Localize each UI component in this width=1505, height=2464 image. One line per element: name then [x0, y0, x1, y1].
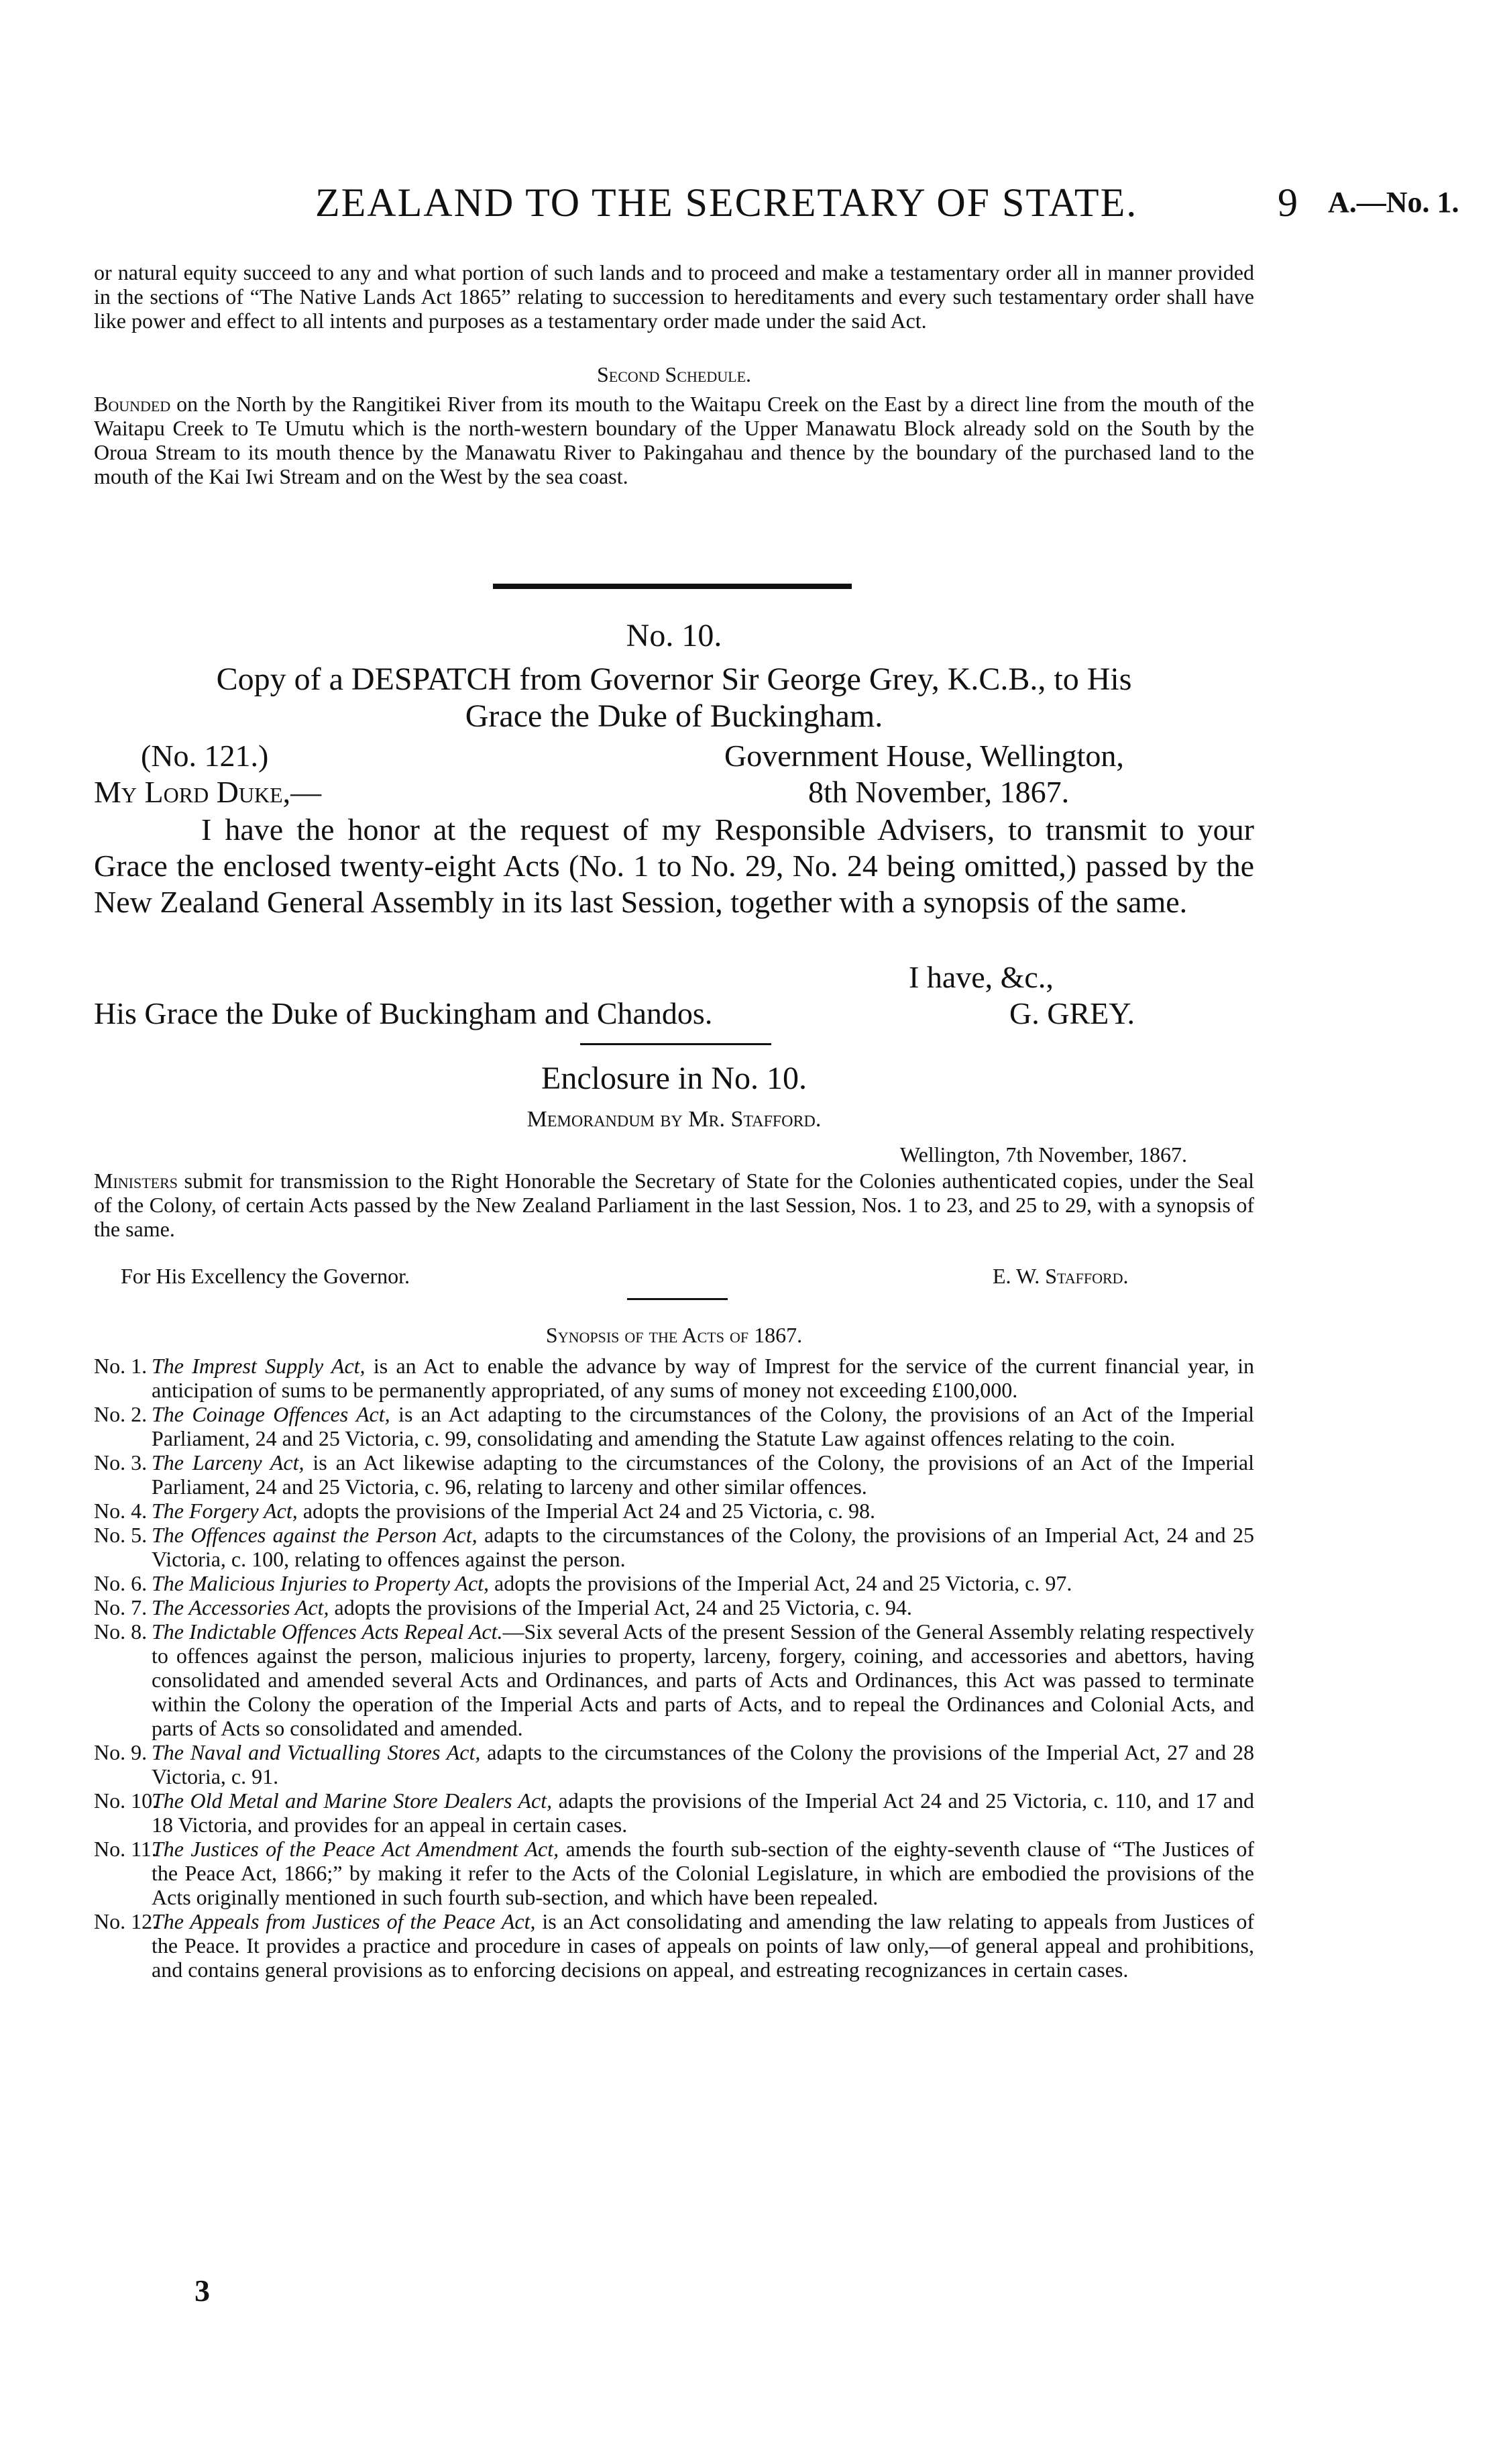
despatch-header-rows — [94, 738, 1254, 810]
page-number: 9 — [1278, 180, 1298, 225]
synopsis-item: No. 4. The Forgery Act, adopts the provisions of the Imperial Act 24 and 25 Victoria, c. 98. — [94, 1499, 876, 1523]
signature-mark: 3 — [194, 2273, 210, 2308]
despatch-number: No. 10. — [626, 618, 722, 653]
synopsis-item: No. 2. The Coinage Offences Act, is an Act adapting to the circumstances of the Colony, the provisions of an Act of the Imperial Parliament, 24 and 25 Victoria, c. 99, consolidating and amending the Statute Law against offences relating to the coin. — [94, 1402, 1255, 1450]
synopsis-rule — [627, 1298, 728, 1300]
despatch-title-line2: Grace the Duke of Buckingham. — [465, 698, 883, 734]
memorandum-signature-row — [94, 1264, 1254, 1288]
synopsis-heading: Synopsis of the Acts of 1867. — [545, 1323, 803, 1347]
synopsis-item: No. 3. The Larceny Act, is an Act likewise adapting to the circumstances of the Colony, the provisions of an Act of the Imperial Parliament, 24 and 25 Victoria, c. 96, relating to larceny and other similar offences. — [94, 1450, 1255, 1499]
synopsis-item: No. 1. The Imprest Supply Act, is an Act to enable the advance by way of Imprest for the service of the current financial year, in anticipation of sums to be permanently appropriated, of any sums of money not exceeding £100,000. — [94, 1354, 1255, 1402]
despatch-closing: I have, &c., — [909, 960, 1054, 994]
synopsis-item: No. 7. The Accessories Act, adopts the provisions of the Imperial Act, 24 and 25 Victoria, c. 94. — [94, 1595, 912, 1619]
section-rule-thick — [493, 584, 852, 589]
synopsis-item: No. 5. The Offences against the Person Act, adapts to the circumstances of the Colony, the provisions of an Imperial Act, 24 and 25 Victoria, c. 100, relating to offences against the person. — [94, 1523, 1255, 1571]
running-title: ZEALAND TO THE SECRETARY OF STATE. — [315, 180, 1138, 225]
synopsis-item: No. 12. The Appeals from Justices of the Peace Act, is an Act consolidating and amending the law relating to appeals from Justices of the Peace. It provides a practice and procedure in cases of appeals on points of law only,—of general appeal and prohibitions, and contains general provisions as to enforcing decisions on appeal, and estreating recognizances in certain cases. — [94, 1909, 1255, 1982]
despatch-ref: (No. 121.) — [141, 739, 269, 773]
synopsis-item: No. 8. The Indictable Offences Acts Repeal Act.—Six several Acts of the present Session of the General Assembly relating respectively to offences against the person, malicious injuries to property, larceny, forgery, coining, and accessories and abettors, having consolidated and amended several Acts and Ordinances, and parts of Acts and Ordinances, this Act was passed to terminate within the Colony the operation of the Imperial Acts and parts of Acts, and to repeal the Ordinances and Colonial Acts, and parts of Acts so consolidated and amended. — [94, 1619, 1255, 1740]
second-schedule-body: on the North by the Rangitikei River from its mouth to the Waitapu Creek on the East by a direct line from the mouth of the Waitapu Creek to Te Umutu which is the north-western boundary of the Upper Manawatu Block already sold on the South by the Oroua Stream to its mouth thence by the Manawatu River to Pakingahau and thence by the boundary of the purchased land to the mouth of the Kai Iwi Stream and on the West by the sea coast. — [94, 392, 1254, 488]
second-schedule-heading: Second Schedule. — [596, 362, 752, 386]
memorandum-body — [94, 1169, 1254, 1241]
section-rule-thin — [580, 1043, 771, 1045]
synopsis-item: No. 11. The Justices of the Peace Act Amendment Act, amends the fourth sub-section of the eighty-seventh clause of “The Justices of the Peace Act, 1866;” by making it refer to the Acts of the Colonial Legislature, in which are embodied the provisions of the Acts originally mentioned in such fourth sub-section, and which have been repealed. — [94, 1837, 1255, 1909]
second-schedule-text — [94, 392, 1254, 488]
despatch-closing-rows — [94, 959, 1254, 1032]
second-schedule-lead: Bounded — [94, 392, 171, 416]
despatch-title-line1: Copy of a DESPATCH from Governor Sir George Grey, K.C.B., to His — [216, 661, 1132, 697]
intro-paragraph: or natural equity succeed to any and what portion of such lands and to proceed and make a testamentary order all in manner provided in the sections of “The Native Lands Act 1865” relating to succession to hereditaments and every such testamentary order shall have like power and effect to all intents and purposes as a testamentary order made under the said Act. — [94, 260, 1254, 333]
memorandum-lead: Ministers — [94, 1169, 178, 1193]
enclosure-title: Enclosure in No. 10. — [541, 1061, 807, 1096]
memorandum-date: Wellington, 7th November, 1867. — [899, 1142, 1187, 1167]
despatch-date: 8th November, 1867. — [808, 775, 1070, 809]
memorandum-heading: Memorandum by Mr. Stafford. — [526, 1107, 822, 1132]
synopsis-list — [94, 1354, 1254, 1982]
despatch-body: I have the honor at the request of my Responsible Advisers, to transmit to your Grace the enclosed twenty-eight Acts (No. 1 to No. 29, No. 24 being omitted,) passed by the New Zealand General Assembly in its last Session, together with a synopsis of the same. — [94, 812, 1254, 919]
despatch-place: Government House, Wellington, — [724, 739, 1124, 773]
synopsis-item: No. 6. The Malicious Injuries to Property Act, adopts the provisions of the Imperial Act, 24 and 25 Victoria, c. 97. — [94, 1571, 1072, 1595]
despatch-signature: G. GREY. — [1009, 996, 1135, 1030]
despatch-addressee: His Grace the Duke of Buckingham and Chandos. — [94, 996, 713, 1030]
despatch-salutation: My Lord Duke,— — [94, 775, 322, 809]
synopsis-item: No. 10. The Old Metal and Marine Store Dealers Act, adapts the provisions of the Imperial Act 24 and 25 Victoria, c. 110, and 17 and 18 Victoria, and provides for an appeal in certain cases. — [94, 1788, 1255, 1837]
paper-reference: A.—No. 1. — [1328, 186, 1459, 219]
memorandum-signature: E. W. Stafford. — [993, 1264, 1129, 1288]
synopsis-item: No. 9. The Naval and Victualling Stores Act, adapts to the circumstances of the Colony the provisions of the Imperial Act, 27 and 28 Victoria, c. 91. — [94, 1740, 1255, 1788]
memorandum-text: submit for transmission to the Right Honorable the Secretary of State for the Colonies authenticated copies, under the Seal of the Colony, of certain Acts passed by the New Zealand Parliament in the last Session, Nos. 1 to 23, and 25 to 29, with a synopsis of the same. — [94, 1169, 1254, 1241]
running-header — [0, 180, 1505, 233]
memorandum-for-line: For His Excellency the Governor. — [121, 1264, 410, 1288]
